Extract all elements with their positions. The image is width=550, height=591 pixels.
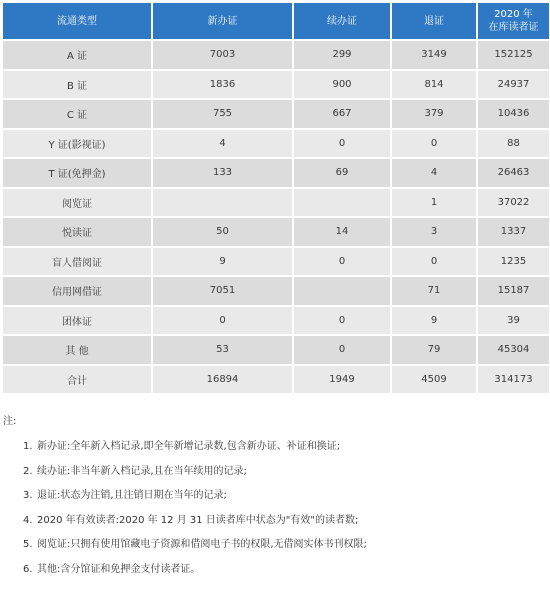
- cell-type: B 证: [3, 71, 151, 99]
- cell-cancel: 71: [392, 277, 476, 305]
- circulation-table: [1, 1, 550, 395]
- cell-active-2020: 152125: [478, 41, 549, 69]
- cell-renew: 69: [294, 159, 390, 187]
- cell-active-2020: 1235: [478, 248, 549, 276]
- note-item: [23, 558, 543, 583]
- cell-cancel: 379: [392, 100, 476, 128]
- cell-active-2020: 314173: [478, 366, 549, 394]
- cell-new: 7051: [153, 277, 292, 305]
- cell-type: 团体证: [3, 307, 151, 335]
- cell-active-2020: 26463: [478, 159, 549, 187]
- cell-cancel: 1: [392, 189, 476, 217]
- cell-type: 信用网借证: [3, 277, 151, 305]
- note-text: 续办证:非当年新入档记录,且在当年续用的记录;: [37, 465, 247, 477]
- cell-type: 其 他: [3, 336, 151, 364]
- note-text: 其他:含分馆证和免押金支付读者证。: [37, 563, 201, 575]
- table-row: [3, 336, 549, 364]
- cell-type: 悦读证: [3, 218, 151, 246]
- note-text: 退证:状态为注销,且注销日期在当年的记录;: [37, 490, 227, 502]
- cell-new: 1836: [153, 71, 292, 99]
- cell-new: [153, 189, 292, 217]
- cell-cancel: 0: [392, 248, 476, 276]
- table-row: [3, 71, 549, 99]
- table-row: [3, 218, 549, 246]
- cell-renew: [294, 189, 390, 217]
- header-new: 新办证: [153, 3, 292, 39]
- note-item: [23, 435, 543, 460]
- note-item: [23, 509, 543, 534]
- note-text: 2020 年有效读者:2020 年 12 月 31 日读者库中状态为"有效"的读者数;: [37, 514, 359, 526]
- cell-type: A 证: [3, 41, 151, 69]
- table-row: [3, 159, 549, 187]
- cell-cancel: 3: [392, 218, 476, 246]
- cell-type: 合计: [3, 366, 151, 394]
- note-item: [23, 460, 543, 485]
- cell-renew: 299: [294, 41, 390, 69]
- cell-cancel: 9: [392, 307, 476, 335]
- table-row: [3, 41, 549, 69]
- cell-cancel: 79: [392, 336, 476, 364]
- table-header-row: [3, 3, 549, 39]
- cell-renew: 667: [294, 100, 390, 128]
- cell-renew: 0: [294, 130, 390, 158]
- table-body: [3, 41, 549, 393]
- cell-new: 53: [153, 336, 292, 364]
- header-type: 流通类型: [3, 3, 151, 39]
- cell-cancel: 4: [392, 159, 476, 187]
- notes-section: [3, 413, 543, 583]
- note-item: [23, 484, 543, 509]
- table-row: [3, 277, 549, 305]
- note-text: 阅览证:只拥有使用馆藏电子资源和借阅电子书的权限,无借阅实体书刊权限;: [37, 539, 367, 551]
- note-text: 新办证:全年新入档记录,即全年新增记录数,包含新办证、补证和换证;: [37, 441, 341, 452]
- cell-renew: 0: [294, 336, 390, 364]
- header-active-2020: [478, 3, 549, 39]
- cell-renew: 0: [294, 307, 390, 335]
- cell-cancel: 3149: [392, 41, 476, 69]
- notes-title: 注:: [3, 416, 17, 427]
- cell-active-2020: 39: [478, 307, 549, 335]
- note-number: 3.: [23, 490, 33, 502]
- table-row: [3, 130, 549, 158]
- cell-renew: 0: [294, 248, 390, 276]
- cell-type: T 证(免押金): [3, 159, 151, 187]
- cell-active-2020: 45304: [478, 336, 549, 364]
- table-row: [3, 100, 549, 128]
- cell-new: 9: [153, 248, 292, 276]
- table-row: [3, 189, 549, 217]
- cell-new: 0: [153, 307, 292, 335]
- cell-active-2020: 10436: [478, 100, 549, 128]
- cell-renew: 1949: [294, 366, 390, 394]
- table-row: [3, 248, 549, 276]
- cell-new: 133: [153, 159, 292, 187]
- cell-new: 4: [153, 130, 292, 158]
- note-number: 4.: [23, 514, 33, 526]
- cell-active-2020: 24937: [478, 71, 549, 99]
- note-number: 6.: [23, 563, 33, 575]
- cell-type: 盲人借阅证: [3, 248, 151, 276]
- notes-list: [3, 435, 543, 583]
- cell-cancel: 0: [392, 130, 476, 158]
- note-number: 1.: [23, 441, 33, 452]
- cell-active-2020: 15187: [478, 277, 549, 305]
- header-cancel: 退证: [392, 3, 476, 39]
- cell-new: 755: [153, 100, 292, 128]
- table-row: [3, 366, 549, 394]
- cell-type: C 证: [3, 100, 151, 128]
- header-renew: 续办证: [294, 3, 390, 39]
- cell-new: 16894: [153, 366, 292, 394]
- cell-active-2020: 1337: [478, 218, 549, 246]
- cell-active-2020: 37022: [478, 189, 549, 217]
- cell-renew: [294, 277, 390, 305]
- note-item: [23, 533, 543, 558]
- cell-renew: 14: [294, 218, 390, 246]
- cell-renew: 900: [294, 71, 390, 99]
- cell-cancel: 4509: [392, 366, 476, 394]
- cell-new: 50: [153, 218, 292, 246]
- cell-cancel: 814: [392, 71, 476, 99]
- header-active-2020-text: 2020 年 在库读者证: [488, 9, 539, 33]
- cell-type: Y 证(影视证): [3, 130, 151, 158]
- cell-new: 7003: [153, 41, 292, 69]
- table-row: [3, 307, 549, 335]
- cell-type: 阅览证: [3, 189, 151, 217]
- cell-active-2020: 88: [478, 130, 549, 158]
- note-number: 5.: [23, 539, 33, 551]
- note-number: 2.: [23, 465, 33, 477]
